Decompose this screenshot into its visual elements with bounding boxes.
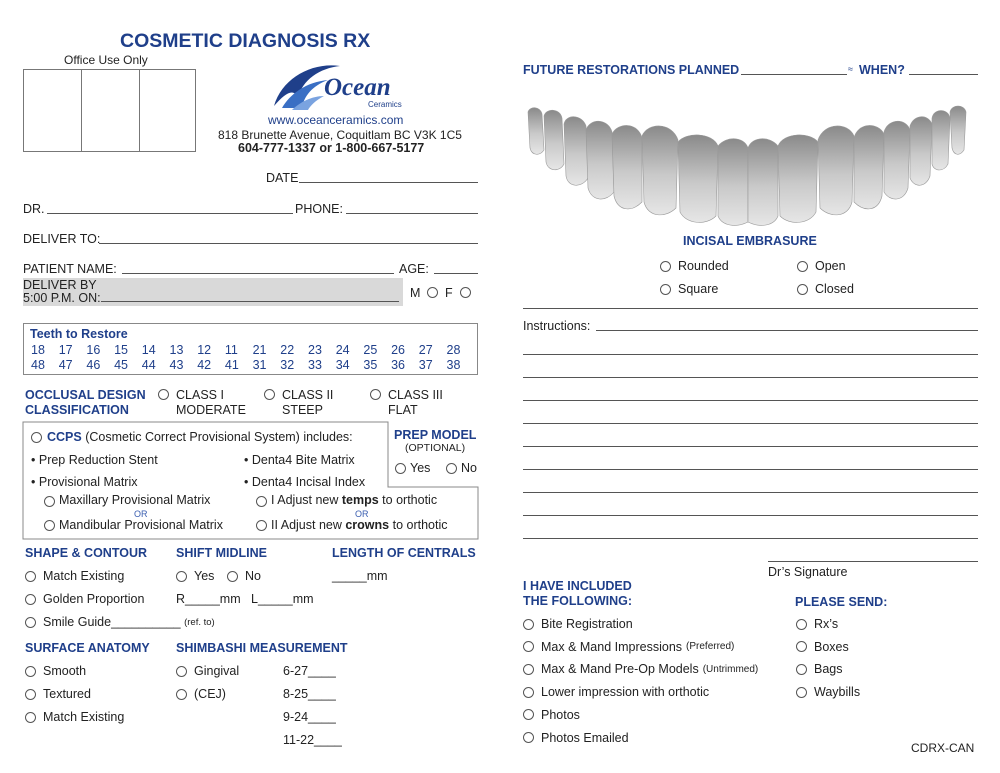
tooth-number-24[interactable]: 24 (335, 343, 350, 357)
adjust-crowns-radio[interactable] (256, 520, 267, 531)
class1-radio[interactable] (158, 389, 169, 400)
included-item[interactable] (523, 640, 734, 654)
tooth-number-44[interactable]: 44 (141, 358, 156, 372)
included-item-label: Max & Mand Pre-Op Models (541, 662, 699, 677)
adj2-post: to orthotic (389, 518, 448, 532)
tooth-number-16[interactable]: 16 (86, 343, 101, 357)
teeth-title: Teeth to Restore (30, 327, 128, 341)
ccps-item-2-text: Denta4 Bite Matrix (251, 453, 355, 467)
tooth-number-21[interactable]: 21 (252, 343, 267, 357)
surface-opt-1-label: Smooth (43, 664, 87, 678)
class2-line1: CLASS II (282, 388, 334, 402)
tooth-number-14[interactable]: 14 (141, 343, 156, 357)
embrasure-closed[interactable] (797, 282, 854, 296)
future-title: FUTURE RESTORATIONS PLANNED (523, 63, 740, 77)
tooth-number-46[interactable]: 46 (86, 358, 101, 372)
tooth-number-17[interactable]: 17 (58, 343, 73, 357)
included-title-line2: THE FOLLOWING: (523, 594, 633, 608)
please-send-item[interactable] (796, 640, 849, 654)
included-item[interactable] (523, 662, 758, 676)
instructions-line[interactable] (523, 308, 978, 309)
tooth-number-35[interactable]: 35 (363, 358, 378, 372)
adjust-crowns-label (271, 518, 448, 532)
instructions-line[interactable] (523, 377, 978, 378)
instructions-line[interactable] (523, 400, 978, 401)
sex-f-label: F (445, 286, 453, 300)
included-item-label: Photos (541, 707, 580, 722)
tooth (678, 135, 718, 222)
tooth-number-41[interactable]: 41 (224, 358, 239, 372)
tooth-number-15[interactable]: 15 (114, 343, 128, 357)
ccps-item-4: • Denta4 Incisal Index (244, 475, 366, 489)
adj1-bold: temps (341, 493, 379, 507)
prep-model-title: PREP MODEL (394, 428, 477, 442)
tooth-number-31[interactable]: 31 (252, 358, 267, 372)
ccps-title (47, 430, 353, 444)
deliver-by-line1: DELIVER BY (23, 278, 97, 292)
ccps-item-4-text: Denta4 Incisal Index (251, 475, 366, 489)
embrasure-open-radio[interactable] (797, 261, 808, 272)
included-item-radio[interactable] (523, 664, 534, 675)
ccps-title-rest: (Cosmetic Correct Provisional System) includes: (85, 430, 353, 444)
tooth (778, 135, 818, 222)
shimbashi-opt-2[interactable] (176, 687, 226, 701)
embrasure-title: INCISAL EMBRASURE (683, 234, 817, 248)
shape-opt-3-label: Smile Guide__________ (43, 615, 181, 629)
tilde-icon: ≈ (848, 64, 853, 74)
surface-opt-3[interactable] (25, 710, 124, 724)
class3-line2: FLAT (388, 403, 418, 417)
surface-opt-3-radio[interactable] (25, 712, 36, 723)
shimbashi-m3[interactable]: 9-24____ (283, 710, 336, 724)
tooth-number-43[interactable]: 43 (169, 358, 184, 372)
surface-opt-2-radio[interactable] (25, 689, 36, 700)
tooth-number-32[interactable]: 32 (280, 358, 295, 372)
adjust-or-label: OR (355, 509, 369, 519)
sex-m-label: M (410, 286, 421, 300)
deliver-by-line2: 5:00 P.M. ON: (23, 291, 101, 305)
shape-opt-2-radio[interactable] (25, 594, 36, 605)
included-item[interactable] (523, 731, 629, 745)
please-send-item-radio[interactable] (796, 687, 807, 698)
date-label: DATE (266, 171, 299, 185)
shape-opt-3-ref: (ref. to) (184, 616, 215, 628)
tooth (910, 117, 932, 186)
shape-opt-3[interactable] (25, 615, 215, 629)
tooth-number-22[interactable]: 22 (280, 343, 295, 357)
embrasure-rounded-label: Rounded (678, 259, 729, 273)
tooth (818, 126, 854, 215)
included-item-radio[interactable] (523, 687, 534, 698)
age-label: AGE: (399, 262, 429, 276)
future-field[interactable] (741, 74, 847, 75)
prep-yes-radio[interactable] (395, 463, 406, 474)
tooth-number-37[interactable]: 37 (418, 358, 433, 372)
shimbashi-opt-1-radio[interactable] (176, 666, 187, 677)
tooth (564, 117, 588, 186)
class1-label (176, 388, 246, 418)
shimbashi-opt-2-label: (CEJ) (194, 687, 226, 701)
age-field[interactable] (434, 273, 478, 274)
please-send-item[interactable] (796, 617, 838, 631)
mandibular-radio[interactable] (44, 520, 55, 531)
included-item-label: Bite Registration (541, 617, 633, 631)
class1-line2: MODERATE (176, 403, 246, 417)
tooth (718, 139, 748, 226)
shimbashi-opt-1[interactable] (176, 664, 239, 678)
deliver-to-field[interactable] (99, 243, 478, 244)
form-title: COSMETIC DIAGNOSIS RX (120, 30, 371, 52)
included-item-note: (Preferred) (686, 641, 735, 653)
surface-opt-1[interactable] (25, 664, 86, 678)
please-send-item-radio[interactable] (796, 664, 807, 675)
included-item-radio[interactable] (523, 709, 534, 720)
tooth-number-26[interactable]: 26 (391, 343, 405, 357)
shape-opt-1-label: Match Existing (43, 569, 125, 583)
tooth (950, 106, 966, 154)
occlusal-title-line1: OCCLUSAL DESIGN (25, 388, 146, 402)
logo-subtext: Ceramics (368, 100, 402, 109)
please-send-item[interactable] (796, 685, 860, 699)
signature-field[interactable] (768, 561, 978, 562)
tooth-number-34[interactable]: 34 (335, 358, 350, 372)
class1-line1: CLASS I (176, 388, 224, 402)
embrasure-rounded[interactable] (660, 259, 729, 273)
shape-opt-2[interactable] (25, 592, 144, 606)
class2-radio[interactable] (264, 389, 275, 400)
included-item-label: Lower impression with orthotic (541, 685, 710, 700)
embrasure-square[interactable] (660, 282, 718, 296)
midline-no-label: No (245, 569, 261, 583)
office-use-box (23, 69, 196, 152)
tooth (932, 111, 950, 171)
tooth-number-36[interactable]: 36 (391, 358, 405, 372)
adjust-temps-label (271, 493, 437, 507)
embrasure-square-label: Square (678, 282, 719, 296)
prep-yes-label: Yes (410, 461, 431, 475)
when-field[interactable] (909, 74, 978, 75)
website: www.oceanceramics.com (268, 113, 404, 127)
midline-yes-label: Yes (194, 569, 215, 583)
adj1-post: to orthotic (378, 493, 438, 507)
instructions-label: Instructions: (523, 319, 591, 333)
shimbashi-title: SHIMBASHI MEASUREMENT (176, 641, 348, 655)
included-item[interactable] (523, 708, 580, 722)
adj1-pre: I Adjust new (271, 493, 342, 507)
please-send-item-label: Bags (814, 662, 843, 677)
included-title-line1: I HAVE INCLUDED (523, 579, 632, 593)
tooth (642, 126, 678, 215)
centrals-title: LENGTH OF CENTRALS (332, 546, 476, 560)
shimbashi-opt-1-label: Gingival (194, 664, 240, 678)
adj2-bold: crowns (345, 518, 390, 532)
ccps-item-2: • Denta4 Bite Matrix (244, 453, 355, 467)
midline-no[interactable] (227, 569, 261, 583)
included-item-label: Max & Mand Impressions (541, 639, 683, 654)
prep-no-radio[interactable] (446, 463, 457, 474)
please-send-item-label: Rx’s (814, 617, 839, 631)
shape-opt-1-radio[interactable] (25, 571, 36, 582)
tooth (612, 125, 642, 208)
ccps-radio[interactable] (31, 432, 42, 443)
sex-m-radio[interactable] (427, 287, 438, 298)
please-send-item-radio[interactable] (796, 619, 807, 630)
instructions-line[interactable] (523, 492, 978, 493)
logo-text: Ocean (324, 74, 391, 101)
tooth-number-33[interactable]: 33 (308, 358, 322, 372)
tooth-number-28[interactable]: 28 (446, 343, 461, 357)
instructions-line[interactable] (523, 446, 978, 447)
included-title (523, 579, 632, 609)
shape-opt-3-radio[interactable] (25, 617, 36, 628)
patient-name-label: PATIENT NAME: (23, 262, 117, 276)
midline-l[interactable]: L_____mm (251, 592, 314, 606)
ccps-item-3: • Provisional Matrix (31, 475, 138, 489)
tooth (748, 139, 778, 226)
instructions-line[interactable] (523, 538, 978, 539)
tooth-number-42[interactable]: 42 (197, 358, 212, 372)
dr-label: DR. (23, 202, 45, 216)
deliver-by-label (23, 279, 101, 305)
maxillary-radio[interactable] (44, 496, 55, 507)
surface-opt-1-radio[interactable] (25, 666, 36, 677)
tooth (528, 108, 544, 155)
shimbashi-m2[interactable]: 8-25____ (283, 687, 336, 701)
tooth (586, 121, 614, 199)
instructions-line[interactable] (523, 515, 978, 516)
shape-opt-1[interactable] (25, 569, 124, 583)
ccps-item-1: • Prep Reduction Stent (31, 453, 158, 467)
office-use-label: Office Use Only (64, 53, 148, 67)
date-field[interactable] (299, 182, 478, 183)
adj2-pre: II Adjust new (271, 518, 346, 532)
adjust-temps-radio[interactable] (256, 496, 267, 507)
included-item[interactable] (523, 685, 709, 699)
form-code: CDRX-CAN (911, 741, 975, 755)
shape-title: SHAPE & CONTOUR (25, 546, 148, 560)
included-item-note: (Untrimmed) (702, 663, 759, 675)
tooth-number-48[interactable]: 48 (31, 358, 45, 372)
occlusal-title-line2: CLASSIFICATION (25, 403, 129, 417)
tooth (884, 121, 910, 199)
shape-opt-2-label: Golden Proportion (43, 592, 145, 606)
shimbashi-opt-2-radio[interactable] (176, 689, 187, 700)
included-item[interactable] (523, 617, 633, 631)
centrals-value[interactable]: _____mm (332, 569, 388, 583)
included-item-radio[interactable] (523, 619, 534, 630)
instructions-line[interactable] (523, 469, 978, 470)
included-item-label: Photos Emailed (541, 730, 629, 745)
occlusal-title (25, 388, 146, 418)
tooth-number-18[interactable]: 18 (31, 343, 45, 357)
prep-no-label: No (461, 461, 477, 475)
patient-name-field[interactable] (122, 273, 394, 274)
class2-line2: STEEP (282, 403, 323, 417)
maxillary-label: Maxillary Provisional Matrix (59, 493, 211, 507)
class3-label (388, 388, 443, 418)
matrix-or-label: OR (134, 509, 148, 519)
phone-field[interactable] (346, 213, 478, 214)
tooth-number-23[interactable]: 23 (308, 343, 322, 357)
phone-label: PHONE: (295, 202, 343, 216)
tooth (544, 110, 564, 170)
class3-line1: CLASS III (388, 388, 443, 402)
please-send-item-label: Boxes (814, 639, 849, 654)
please-send-item-radio[interactable] (796, 641, 807, 652)
ocean-logo (272, 58, 402, 112)
surface-title: SURFACE ANATOMY (25, 641, 150, 655)
tooth-number-45[interactable]: 45 (114, 358, 128, 372)
please-send-item-label: Waybills (814, 685, 861, 700)
shimbashi-m4[interactable]: 11-22____ (283, 733, 342, 747)
deliver-by-field[interactable] (101, 301, 399, 302)
midline-no-radio[interactable] (227, 571, 238, 582)
when-label: WHEN? (859, 63, 905, 77)
ccps-item-1-text: Prep Reduction Stent (38, 453, 158, 467)
prep-model-optional: (OPTIONAL) (405, 442, 466, 454)
please-send-item[interactable] (796, 662, 843, 676)
ccps-item-3-text: Provisional Matrix (38, 475, 138, 489)
address: 818 Brunette Avenue, Coquitlam BC V3K 1C5 (218, 128, 462, 142)
included-item-radio[interactable] (523, 732, 534, 743)
tooth-number-38[interactable]: 38 (446, 358, 461, 372)
midline-title: SHIFT MIDLINE (176, 546, 267, 560)
tooth-number-11[interactable]: 11 (224, 343, 238, 357)
embrasure-rounded-radio[interactable] (660, 261, 671, 272)
midline-yes-radio[interactable] (176, 571, 187, 582)
deliver-to-label: DELIVER TO: (23, 232, 101, 246)
ccps-title-bold: CCPS (47, 430, 82, 444)
instructions-line[interactable] (523, 423, 978, 424)
tooth-number-12[interactable]: 12 (197, 343, 212, 357)
embrasure-closed-label: Closed (815, 282, 854, 296)
tooth-number-13[interactable]: 13 (169, 343, 184, 357)
instructions-line[interactable] (523, 354, 978, 355)
surface-opt-2-label: Textured (43, 687, 91, 701)
midline-r[interactable]: R_____mm (176, 592, 241, 606)
embrasure-square-radio[interactable] (660, 284, 671, 295)
embrasure-open-label: Open (815, 259, 846, 273)
please-send-title: PLEASE SEND: (795, 595, 888, 609)
tooth-number-47[interactable]: 47 (58, 358, 73, 372)
sex-f-radio[interactable] (460, 287, 471, 298)
shimbashi-m1[interactable]: 6-27____ (283, 664, 336, 678)
teeth-illustration (522, 92, 972, 228)
tooth (854, 125, 884, 208)
class2-label (282, 388, 333, 418)
midline-yes[interactable] (176, 569, 214, 583)
tooth-number-27[interactable]: 27 (418, 343, 433, 357)
embrasure-open[interactable] (797, 259, 846, 273)
embrasure-closed-radio[interactable] (797, 284, 808, 295)
tooth-number-25[interactable]: 25 (363, 343, 378, 357)
dr-field[interactable] (47, 213, 293, 214)
instructions-line[interactable] (596, 330, 978, 331)
class3-radio[interactable] (370, 389, 381, 400)
phone-numbers: 604-777-1337 or 1-800-667-5177 (238, 141, 425, 155)
mandibular-label: Mandibular Provisional Matrix (59, 518, 223, 532)
surface-opt-3-label: Match Existing (43, 710, 125, 724)
included-item-radio[interactable] (523, 641, 534, 652)
surface-opt-2[interactable] (25, 687, 91, 701)
signature-label: Dr’s Signature (768, 565, 848, 579)
